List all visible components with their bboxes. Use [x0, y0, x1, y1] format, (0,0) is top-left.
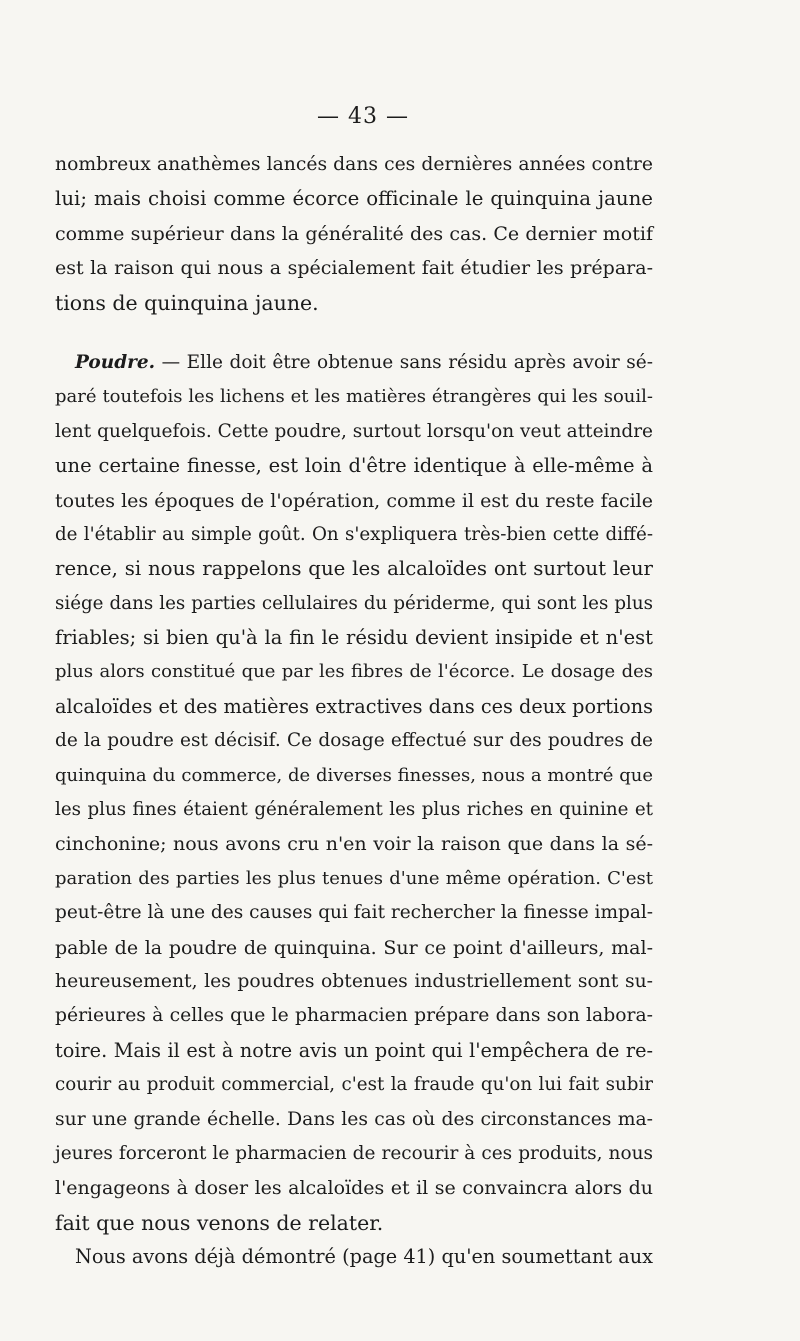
- text-line: rence, si nous rappelons que les alcaloïdes ont surtout leur: [55, 557, 653, 581]
- text-line: pable de la poudre de quinquina. Sur ce point d'ailleurs, mal-: [55, 936, 653, 959]
- text-line: l'engageons à doser les alcaloïdes et il se convaincra alors du: [55, 1177, 653, 1200]
- text-line: courir au produit commercial, c'est la fraude qu'on lui fait subir: [55, 1074, 653, 1096]
- text-line: [55, 346, 653, 380]
- text-line: une certaine finesse, est loin d'être identique à elle-même à: [55, 454, 653, 478]
- text-line: jeures forceront le pharmacien de recourir à ces produits, nous: [55, 1142, 653, 1164]
- lead-line-rest: — Elle doit être obtenue sans résidu après avoir sé-: [155, 351, 653, 373]
- text-line: peut-être là une des causes qui fait rechercher la finesse impal-: [55, 902, 654, 924]
- paragraph-spacer: [55, 320, 653, 346]
- body-text: [55, 148, 653, 1275]
- text-line: heureusement, les poudres obtenues industriellement sont su-: [55, 970, 653, 992]
- text-line: comme supérieur dans la généralité des cas. Ce dernier motif: [55, 222, 653, 245]
- text-line: alcaloïdes et des matières extractives dans ces deux portions: [55, 694, 654, 718]
- text-line: toire. Mais il est à notre avis un point qui l'empêchera de re-: [55, 1038, 653, 1062]
- text-line: est la raison qui nous a spécialement fait étudier les prépara-: [55, 257, 653, 280]
- text-line: lent quelquefois. Cette poudre, surtout lorsqu'on veut atteindre: [55, 420, 653, 442]
- text-line: les plus fines étaient généralement les plus riches en quinine et: [55, 799, 653, 821]
- text-line: nombreux anathèmes lancés dans ces dernières années contre: [55, 154, 653, 175]
- text-line: plus alors constitué que par les fibres de l'écorce. Le dosage des: [55, 661, 653, 683]
- text-line: fait que nous venons de relater.: [55, 1210, 384, 1235]
- page-number: — 43 —: [317, 104, 409, 129]
- text-line: de l'établir au simple goût. On s'expliquera très-bien cette diffé-: [55, 523, 653, 545]
- paragraph-1: [55, 148, 653, 320]
- text-line: toutes les époques de l'opération, comme il est du reste facile: [55, 489, 653, 512]
- text-line: siége dans les parties cellulaires du périderme, qui sont les plus: [55, 592, 653, 614]
- paragraph-3: [55, 1240, 653, 1274]
- text-line: quinquina du commerce, de diverses finesses, nous a montré que: [55, 764, 653, 786]
- text-line: Nous avons déjà démontré (page 41) qu'en soumettant aux: [75, 1245, 653, 1269]
- text-line: de la poudre est décisif. Ce dosage effectué sur des poudres de: [55, 730, 653, 752]
- text-line: sur une grande échelle. Dans les cas où des circonstances ma-: [55, 1108, 653, 1130]
- text-line: paration des parties les plus tenues d'une même opération. C'est: [55, 867, 653, 889]
- paragraph-2: [55, 346, 653, 1240]
- text-line: cinchonine; nous avons cru n'en voir la raison que dans la sé-: [55, 833, 653, 856]
- text-line: paré toutefois les lichens et les matières étrangères qui les souil-: [55, 386, 653, 408]
- text-line: tions de quinquina jaune.: [55, 290, 319, 315]
- text-line: lui; mais choisi comme écorce officinale le quinquina jaune: [55, 187, 653, 211]
- section-lead-poudre: Poudre.: [75, 351, 156, 373]
- text-line: périeures à celles que le pharmacien prépare dans son labora-: [55, 1005, 653, 1027]
- text-line: friables; si bien qu'à la fin le résidu devient insipide et n'est: [55, 626, 653, 650]
